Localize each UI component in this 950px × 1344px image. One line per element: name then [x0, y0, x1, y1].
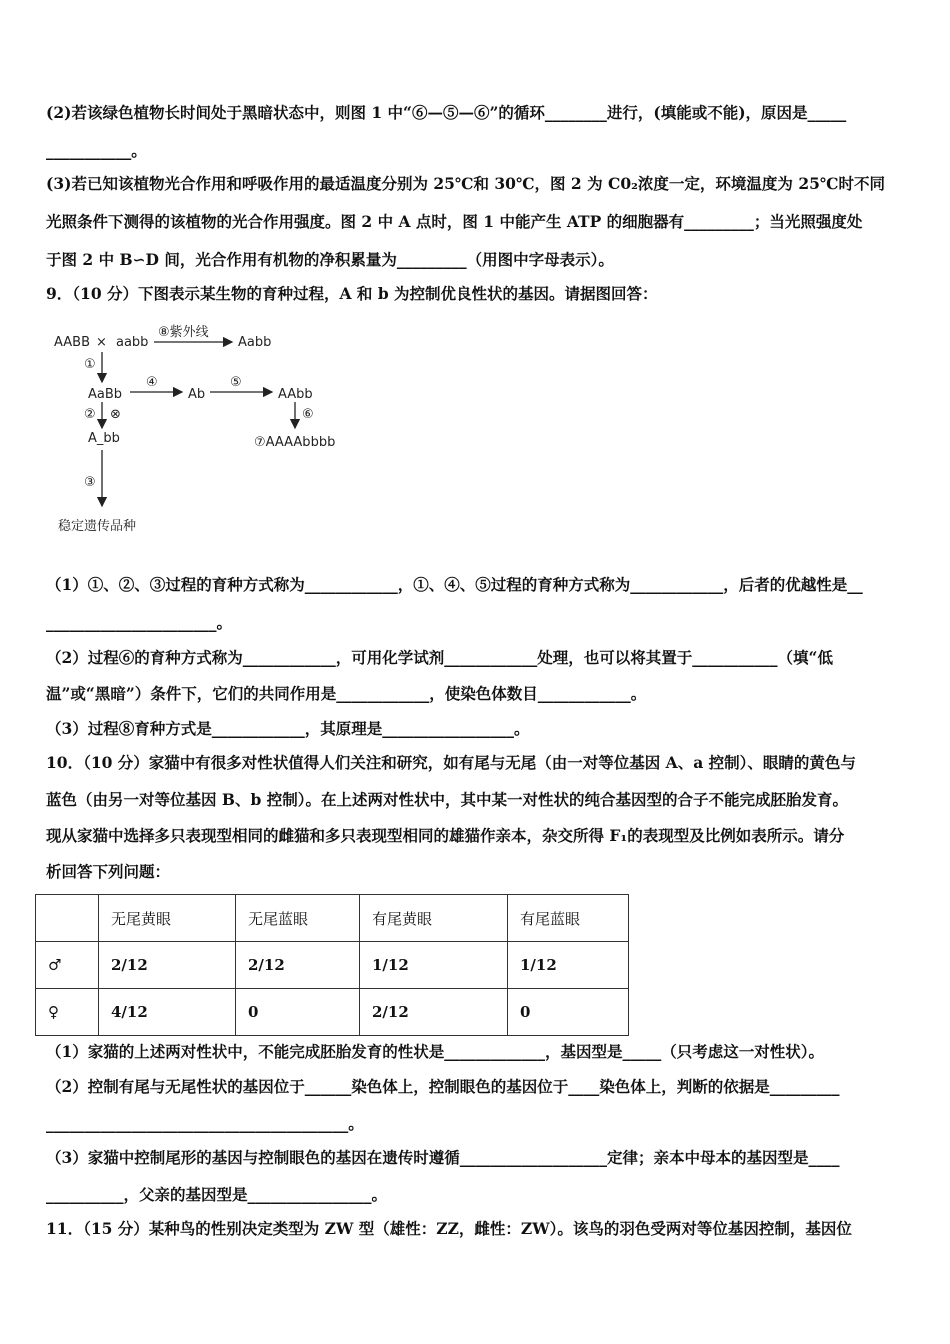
q8-part2-line1: (2)若该绿色植物长时间处于黑暗状态中，则图 1 中“⑥—⑤—⑥”的循环________进行，(填能或不能)，原因是_____	[46, 103, 847, 122]
step3-label: ③	[84, 475, 96, 490]
f2-label: A_bb	[88, 431, 120, 446]
table-cell: ♂	[36, 942, 99, 989]
mutant-label: Aabb	[238, 335, 272, 350]
table-header-cell	[36, 895, 99, 942]
q8-part3-line3: 于图 2 中 B∽D 间，光合作用有机物的净积累量为_________（用图中字母表示）。	[46, 250, 614, 269]
q10-stem-line3: 现从家猫中选择多只表现型相同的雌猫和多只表现型相同的雄猫作亲本，杂交所得 F₁的表现型及比例如表所示。请分	[46, 826, 845, 845]
q9-stem: 9．（10 分）下图表示某生物的育种过程，A 和 b 为控制优良性状的基因。请据图回答：	[46, 284, 658, 303]
tetraploid-label: ⑦AAAAbbbb	[254, 435, 336, 450]
step5-label: ⑤	[230, 375, 242, 390]
table-cell: 0	[508, 989, 629, 1036]
table-header-cell: 无尾黄眼	[99, 895, 236, 942]
cross-symbol: ×	[96, 335, 107, 350]
f1-label: AaBb	[88, 387, 123, 402]
q8-part3-line1: (3)若已知该植物光合作用和呼吸作用的最适温度分别为 25℃和 30℃，图 2 为 C0₂浓度一定，环境温度为 25℃时不同	[46, 174, 885, 193]
table-header-cell: 有尾黄眼	[360, 895, 508, 942]
table-cell: 1/12	[360, 942, 508, 989]
q9-part1-line2: ______________________。	[46, 613, 233, 632]
q10-stem-line2: 蓝色（由另一对等位基因 B、b 控制）。在上述两对性状中，其中某一对性状的纯合基因型的合子不能完成胚胎发育。	[46, 790, 848, 809]
table-row	[36, 942, 629, 989]
q9-part3: （3）过程⑧育种方式是____________，其原理是_________________。	[46, 719, 530, 738]
doubled-label: AAbb	[278, 387, 313, 402]
q9-part2-line1: （2）过程⑥的育种方式称为____________，可用化学试剂____________处理，也可以将其置于___________（填“低	[46, 648, 833, 667]
q10-part1: （1）家猫的上述两对性状中，不能完成胚胎发育的性状是_____________，基因型是_____（只考虑这一对性状）。	[46, 1042, 825, 1061]
q10-part3-line2: __________，父亲的基因型是________________。	[46, 1185, 388, 1204]
q10-part2-line2: _______________________________________。	[46, 1114, 364, 1133]
step1-label: ①	[84, 357, 96, 372]
q8-part3-line2: 光照条件下测得的该植物的光合作用强度。图 2 中 A 点时，图 1 中能产生 ATP 的细胞器有_________；当光照强度处	[46, 212, 863, 231]
q9-part1-line1: （1）①、②、③过程的育种方式称为____________，①、④、⑤过程的育种方式称为____________，后者的优越性是__	[46, 575, 863, 594]
haploid-label: Ab	[188, 387, 206, 402]
table-header-cell: 有尾蓝眼	[508, 895, 629, 942]
parent2-label: aabb	[116, 335, 149, 350]
q10-stem-line1: 10．（10 分）家猫中有很多对性状值得人们关注和研究，如有尾与无尾（由一对等位基因 A、a 控制）、眼睛的黄色与	[46, 753, 856, 772]
table-header-cell: 无尾蓝眼	[236, 895, 360, 942]
q8-part2-line2: ___________。	[46, 141, 147, 160]
table-header-row	[36, 895, 629, 942]
table-cell: 1/12	[508, 942, 629, 989]
phenotype-table	[35, 894, 629, 1036]
step2-label: ②	[84, 407, 96, 422]
table-row	[36, 989, 629, 1036]
table-cell: 0	[236, 989, 360, 1036]
table-cell: 4/12	[99, 989, 236, 1036]
q10-part3-line1: （3）家猫中控制尾形的基因与控制眼色的基因在遗传时遵循___________________定律；亲本中母本的基因型是____	[46, 1148, 840, 1167]
q9-part2-line2: 温”或“黑暗”）条件下，它们的共同作用是____________，使染色体数目____________。	[46, 684, 647, 703]
table-cell: 2/12	[236, 942, 360, 989]
q11-stem-line1: 11．（15 分）某种鸟的性别决定类型为 ZW 型（雄性：ZZ，雌性：ZW）。该鸟的羽色受两对等位基因控制，基因位	[46, 1219, 852, 1238]
step4-label: ④	[146, 375, 158, 390]
q10-part2-line1: （2）控制有尾与无尾性状的基因位于______染色体上，控制眼色的基因位于____染色体上，判断的依据是_________	[46, 1077, 840, 1096]
table-cell: 2/12	[360, 989, 508, 1036]
breeding-diagram	[50, 318, 350, 543]
step8-label: ⑧紫外线	[158, 325, 209, 340]
self-symbol: ⊗	[110, 407, 121, 422]
result-label: 稳定遗传品种	[58, 519, 137, 534]
parent1-label: AABB	[54, 335, 90, 350]
q10-stem-line4: 析回答下列问题：	[46, 862, 171, 881]
table-cell: 2/12	[99, 942, 236, 989]
table-cell: ♀	[36, 989, 99, 1036]
step6-label: ⑥	[302, 407, 314, 422]
